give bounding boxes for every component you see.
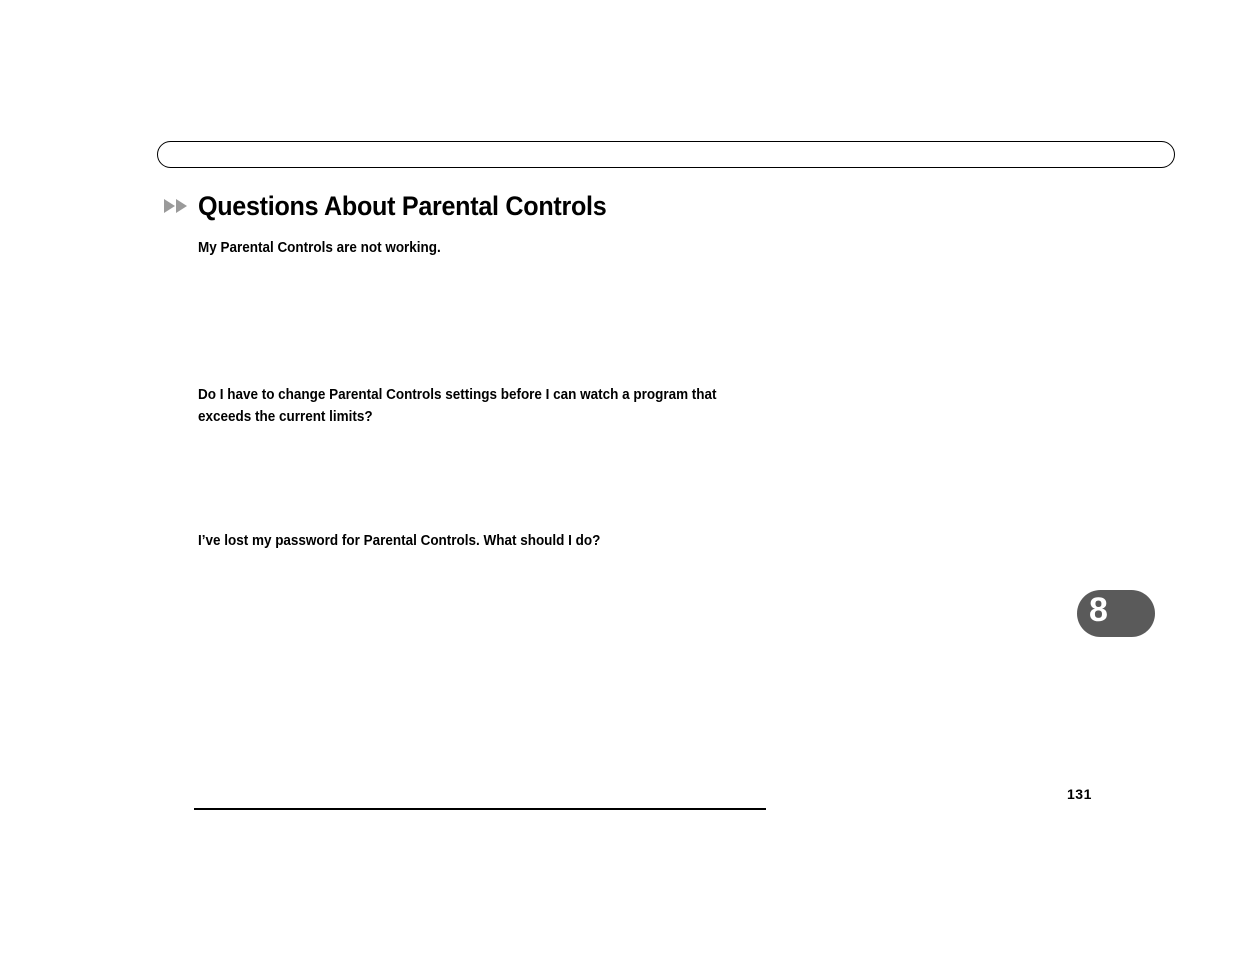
question-1: My Parental Controls are not working. xyxy=(198,240,441,256)
footer-rule xyxy=(194,808,766,810)
page-title: Questions About Parental Controls xyxy=(198,191,607,221)
page-number: 131 xyxy=(1067,786,1092,802)
chapter-tab xyxy=(1077,590,1155,637)
chapter-number: 8 xyxy=(1089,591,1108,629)
header-bar xyxy=(157,141,1175,168)
title-row xyxy=(163,186,637,226)
question-2: Do I have to change Parental Controls settings before I can watch a program that exceeds the current limits? xyxy=(198,387,717,425)
question-3: I’ve lost my password for Parental Controls. What should I do? xyxy=(198,533,601,549)
fast-forward-icon xyxy=(163,196,189,216)
